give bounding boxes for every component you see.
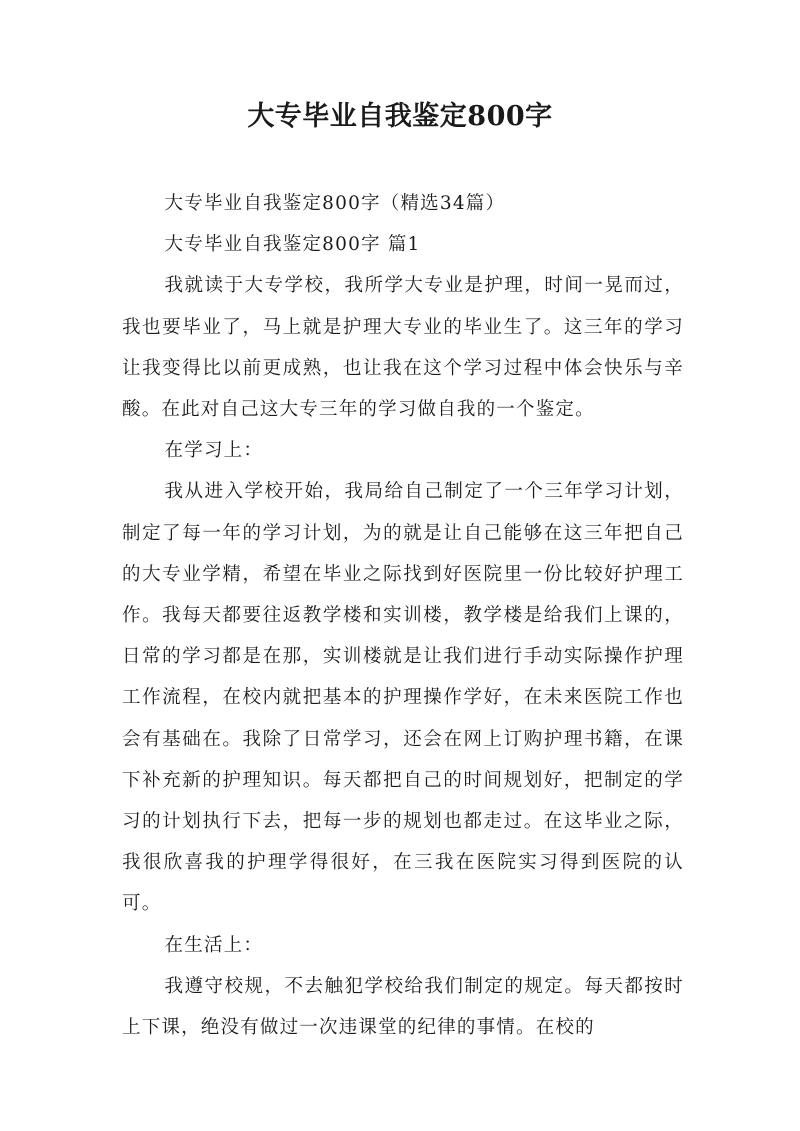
- body-paragraph: 在学习上：: [164, 440, 264, 462]
- body-paragraph: 我遵守校规，不去触犯学校给我们制定的规定。每天都按时上下课，绝没有做过一次违课堂的纪律的事情。在校的: [122, 975, 684, 1039]
- document-title: 大专毕业自我鉴定800字: [247, 101, 553, 132]
- document-body: [122, 183, 684, 1048]
- body-paragraph: 我从进入学校开始，我局给自己制定了一个三年学习计划，制定了每一年的学习计划，为的就是让自己能够在这三年把自己的大专业学精，希望在毕业之际找到好医院里一份比较好护理工作。我每天都要往返教学楼和实训楼，教学楼是给我们上课的，日常的学习都是在那，实训楼就是让我们进行手动实际操作护理工作流程，在校内就把基本的护理操作学好，在未来医院工作也会有基础在。我除了日常学习，还会在网上订购护理书籍，在课下补充新的护理知识。每天都把自己的时间规划好，把制定的学习的计划执行下去，把每一步的规划也都走过。在这毕业之际，我很欣喜我的护理学得很好，在三我在医院实习得到医院的认可。: [122, 481, 684, 915]
- body-paragraph: 我就读于大专学校，我所学大专业是护理，时间一晃而过，我也要毕业了，马上就是护理大专业的毕业生了。这三年的学习让我变得比以前更成熟，也让我在这个学习过程中体会快乐与辛酸。在此对自己这大专三年的学习做自我的一个鉴定。: [122, 275, 684, 421]
- body-paragraph: 在生活上：: [164, 934, 264, 956]
- subtitle-paragraph: 大专毕业自我鉴定800字（精选34篇）: [164, 193, 506, 214]
- section-heading: 大专毕业自我鉴定800字 篇1: [164, 234, 421, 256]
